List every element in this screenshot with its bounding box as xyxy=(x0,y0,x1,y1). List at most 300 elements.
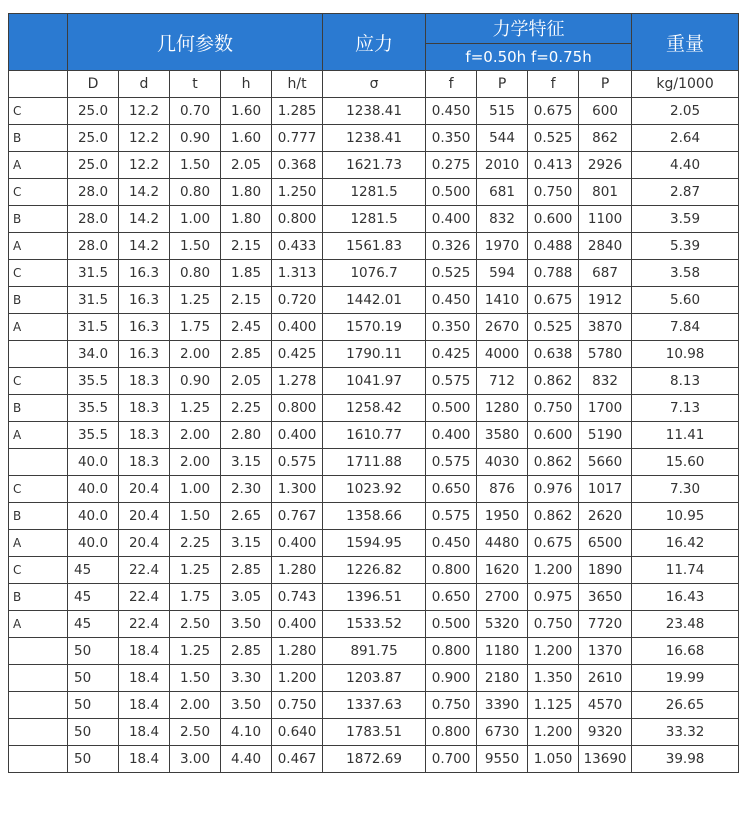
table-cell: 0.413 xyxy=(528,152,579,179)
table-cell: 34.0 xyxy=(68,341,119,368)
table-cell: 0.750 xyxy=(426,692,477,719)
table-cell: 1.125 xyxy=(528,692,579,719)
table-cell: 3580 xyxy=(477,422,528,449)
table-cell: 18.3 xyxy=(119,395,170,422)
table-cell: 9320 xyxy=(579,719,632,746)
table-cell: 0.90 xyxy=(170,125,221,152)
table-cell: 1.00 xyxy=(170,206,221,233)
table-cell: 4.10 xyxy=(221,719,272,746)
table-cell: 22.4 xyxy=(119,557,170,584)
table-cell: 2.15 xyxy=(221,233,272,260)
table-cell: 832 xyxy=(477,206,528,233)
table-cell: 1.200 xyxy=(528,557,579,584)
grade-cell: C xyxy=(9,476,68,503)
table-cell: 7.13 xyxy=(632,395,739,422)
header-blank-cell xyxy=(9,14,68,71)
table-cell: 0.500 xyxy=(426,395,477,422)
table-cell: 0.575 xyxy=(272,449,323,476)
table-cell: 1337.63 xyxy=(323,692,426,719)
table-cell: 1700 xyxy=(579,395,632,422)
table-cell: 2.85 xyxy=(221,557,272,584)
table-cell: 1.050 xyxy=(528,746,579,773)
table-cell: 0.650 xyxy=(426,584,477,611)
table-cell: 1017 xyxy=(579,476,632,503)
table-cell: 2.64 xyxy=(632,125,739,152)
table-cell: 0.350 xyxy=(426,314,477,341)
table-cell: 2.15 xyxy=(221,287,272,314)
table-cell: 2.85 xyxy=(221,638,272,665)
table-cell: 2.65 xyxy=(221,503,272,530)
table-cell: 2.85 xyxy=(221,341,272,368)
table-cell: 1.25 xyxy=(170,395,221,422)
table-cell: 50 xyxy=(68,692,119,719)
table-cell: 1442.01 xyxy=(323,287,426,314)
table-cell: 0.900 xyxy=(426,665,477,692)
table-cell: 0.976 xyxy=(528,476,579,503)
table-cell: 2.50 xyxy=(170,719,221,746)
table-cell: 1533.52 xyxy=(323,611,426,638)
table-cell: 1872.69 xyxy=(323,746,426,773)
table-cell: 0.488 xyxy=(528,233,579,260)
table-cell: 12.2 xyxy=(119,125,170,152)
grade-cell: A xyxy=(9,152,68,179)
table-row xyxy=(9,287,739,314)
table-row xyxy=(9,152,739,179)
grade-cell: B xyxy=(9,287,68,314)
table-cell: 3.58 xyxy=(632,260,739,287)
spec-table-container xyxy=(8,13,738,773)
table-row xyxy=(9,314,739,341)
table-cell: 16.3 xyxy=(119,260,170,287)
table-cell: 1238.41 xyxy=(323,125,426,152)
table-cell: 40.0 xyxy=(68,476,119,503)
table-cell: 50 xyxy=(68,638,119,665)
table-cell: 3.00 xyxy=(170,746,221,773)
table-cell: 832 xyxy=(579,368,632,395)
table-cell: 1.25 xyxy=(170,557,221,584)
table-cell: 0.575 xyxy=(426,503,477,530)
table-cell: 0.600 xyxy=(528,422,579,449)
grade-cell: C xyxy=(9,557,68,584)
table-cell: 2.05 xyxy=(632,98,739,125)
table-cell: 1.50 xyxy=(170,503,221,530)
table-cell: 1203.87 xyxy=(323,665,426,692)
table-row xyxy=(9,422,739,449)
table-cell: 1.60 xyxy=(221,98,272,125)
table-cell: 5.39 xyxy=(632,233,739,260)
table-cell: 515 xyxy=(477,98,528,125)
table-cell: 40.0 xyxy=(68,503,119,530)
table-cell: 2.25 xyxy=(170,530,221,557)
grade-cell xyxy=(9,341,68,368)
table-cell: 35.5 xyxy=(68,395,119,422)
table-cell: 0.500 xyxy=(426,179,477,206)
table-cell: 0.368 xyxy=(272,152,323,179)
table-cell: 3.50 xyxy=(221,692,272,719)
table-cell: 3.50 xyxy=(221,611,272,638)
table-cell: 50 xyxy=(68,746,119,773)
table-cell: 0.650 xyxy=(426,476,477,503)
table-cell: 16.42 xyxy=(632,530,739,557)
table-cell: 1912 xyxy=(579,287,632,314)
table-cell: 0.400 xyxy=(272,314,323,341)
table-cell: 0.425 xyxy=(426,341,477,368)
table-cell: 0.575 xyxy=(426,368,477,395)
table-cell: 1076.7 xyxy=(323,260,426,287)
table-cell: 20.4 xyxy=(119,530,170,557)
table-cell: 0.975 xyxy=(528,584,579,611)
table-cell: 1.75 xyxy=(170,314,221,341)
table-cell: 2010 xyxy=(477,152,528,179)
table-cell: 40.0 xyxy=(68,530,119,557)
unit-cell: h/t xyxy=(272,71,323,98)
table-row xyxy=(9,503,739,530)
table-cell: 1358.66 xyxy=(323,503,426,530)
table-cell: 1238.41 xyxy=(323,98,426,125)
table-body xyxy=(9,71,739,773)
table-cell: 0.720 xyxy=(272,287,323,314)
table-cell: 12.2 xyxy=(119,98,170,125)
grade-cell: C xyxy=(9,260,68,287)
table-cell: 687 xyxy=(579,260,632,287)
table-cell: 3650 xyxy=(579,584,632,611)
table-cell: 1258.42 xyxy=(323,395,426,422)
table-row xyxy=(9,98,739,125)
table-cell: 7720 xyxy=(579,611,632,638)
table-cell: 2.50 xyxy=(170,611,221,638)
table-cell: 35.5 xyxy=(68,368,119,395)
table-cell: 0.400 xyxy=(272,422,323,449)
header-mechanics: 力学特征 xyxy=(426,14,632,44)
grade-cell: A xyxy=(9,530,68,557)
grade-cell: C xyxy=(9,368,68,395)
table-cell: 5190 xyxy=(579,422,632,449)
table-cell: 16.3 xyxy=(119,314,170,341)
table-cell: 14.2 xyxy=(119,206,170,233)
table-cell: 1.80 xyxy=(221,206,272,233)
table-cell: 0.70 xyxy=(170,98,221,125)
table-cell: 2926 xyxy=(579,152,632,179)
table-cell: 0.862 xyxy=(528,368,579,395)
unit-cell: P xyxy=(477,71,528,98)
table-cell: 1180 xyxy=(477,638,528,665)
unit-cell: t xyxy=(170,71,221,98)
table-cell: 1.75 xyxy=(170,584,221,611)
table-cell: 0.525 xyxy=(528,125,579,152)
table-cell: 16.43 xyxy=(632,584,739,611)
table-cell: 681 xyxy=(477,179,528,206)
table-cell: 0.675 xyxy=(528,98,579,125)
table-row xyxy=(9,584,739,611)
table-cell: 1.280 xyxy=(272,557,323,584)
table-cell: 1610.77 xyxy=(323,422,426,449)
table-cell: 25.0 xyxy=(68,98,119,125)
table-cell: 1.278 xyxy=(272,368,323,395)
table-cell: 0.800 xyxy=(426,638,477,665)
unit-cell: σ xyxy=(323,71,426,98)
table-cell: 40.0 xyxy=(68,449,119,476)
table-cell: 18.4 xyxy=(119,665,170,692)
table-cell: 0.400 xyxy=(426,422,477,449)
table-cell: 0.800 xyxy=(426,719,477,746)
table-cell: 0.450 xyxy=(426,98,477,125)
grade-cell xyxy=(9,665,68,692)
spec-table xyxy=(8,13,739,773)
table-cell: 4.40 xyxy=(221,746,272,773)
table-cell: 31.5 xyxy=(68,314,119,341)
grade-cell: A xyxy=(9,422,68,449)
table-cell: 3.30 xyxy=(221,665,272,692)
table-cell: 0.450 xyxy=(426,287,477,314)
table-cell: 18.3 xyxy=(119,422,170,449)
grade-cell: C xyxy=(9,179,68,206)
table-cell: 3.15 xyxy=(221,530,272,557)
grade-cell: A xyxy=(9,233,68,260)
table-cell: 4.40 xyxy=(632,152,739,179)
table-cell: 13690 xyxy=(579,746,632,773)
table-cell: 22.4 xyxy=(119,584,170,611)
table-cell: 0.862 xyxy=(528,503,579,530)
grade-cell: A xyxy=(9,611,68,638)
table-cell: 4030 xyxy=(477,449,528,476)
table-row xyxy=(9,530,739,557)
table-cell: 0.467 xyxy=(272,746,323,773)
table-cell: 18.4 xyxy=(119,638,170,665)
table-cell: 45 xyxy=(68,557,119,584)
table-cell: 0.675 xyxy=(528,530,579,557)
table-cell: 1620 xyxy=(477,557,528,584)
table-cell: 1023.92 xyxy=(323,476,426,503)
table-cell: 0.640 xyxy=(272,719,323,746)
table-cell: 0.788 xyxy=(528,260,579,287)
table-cell: 0.275 xyxy=(426,152,477,179)
table-cell: 0.433 xyxy=(272,233,323,260)
table-cell: 10.95 xyxy=(632,503,739,530)
table-cell: 1280 xyxy=(477,395,528,422)
table-row xyxy=(9,125,739,152)
table-cell: 10.98 xyxy=(632,341,739,368)
table-cell: 5320 xyxy=(477,611,528,638)
table-cell: 0.400 xyxy=(272,611,323,638)
table-cell: 26.65 xyxy=(632,692,739,719)
table-cell: 0.750 xyxy=(528,395,579,422)
table-cell: 16.3 xyxy=(119,341,170,368)
table-cell: 39.98 xyxy=(632,746,739,773)
table-cell: 5.60 xyxy=(632,287,739,314)
table-cell: 0.767 xyxy=(272,503,323,530)
table-row xyxy=(9,557,739,584)
table-cell: 1.25 xyxy=(170,638,221,665)
table-cell: 2700 xyxy=(477,584,528,611)
table-cell: 0.750 xyxy=(528,179,579,206)
table-cell: 1370 xyxy=(579,638,632,665)
table-cell: 0.675 xyxy=(528,287,579,314)
unit-cell: h xyxy=(221,71,272,98)
table-row xyxy=(9,341,739,368)
table-cell: 16.68 xyxy=(632,638,739,665)
table-cell: 0.800 xyxy=(272,395,323,422)
table-cell: 1970 xyxy=(477,233,528,260)
table-cell: 31.5 xyxy=(68,260,119,287)
table-cell: 3.59 xyxy=(632,206,739,233)
grade-cell xyxy=(9,719,68,746)
table-cell: 1561.83 xyxy=(323,233,426,260)
table-cell: 0.500 xyxy=(426,611,477,638)
table-cell: 1.25 xyxy=(170,287,221,314)
unit-cell xyxy=(9,71,68,98)
grade-cell: B xyxy=(9,206,68,233)
table-row xyxy=(9,746,739,773)
table-cell: 18.4 xyxy=(119,692,170,719)
grade-cell xyxy=(9,746,68,773)
table-cell: 1.313 xyxy=(272,260,323,287)
table-cell: 0.700 xyxy=(426,746,477,773)
table-cell: 0.575 xyxy=(426,449,477,476)
table-cell: 25.0 xyxy=(68,152,119,179)
table-cell: 2.25 xyxy=(221,395,272,422)
table-cell: 862 xyxy=(579,125,632,152)
table-cell: 7.84 xyxy=(632,314,739,341)
table-row xyxy=(9,368,739,395)
table-cell: 8.13 xyxy=(632,368,739,395)
table-cell: 0.350 xyxy=(426,125,477,152)
table-cell: 891.75 xyxy=(323,638,426,665)
table-cell: 2.30 xyxy=(221,476,272,503)
table-cell: 5660 xyxy=(579,449,632,476)
table-cell: 0.600 xyxy=(528,206,579,233)
table-row xyxy=(9,233,739,260)
table-row xyxy=(9,611,739,638)
table-cell: 0.400 xyxy=(426,206,477,233)
table-cell: 35.5 xyxy=(68,422,119,449)
table-cell: 0.80 xyxy=(170,260,221,287)
grade-cell: B xyxy=(9,125,68,152)
table-cell: 6500 xyxy=(579,530,632,557)
header-stress: 应力 xyxy=(323,14,426,71)
table-cell: 50 xyxy=(68,719,119,746)
table-cell: 3870 xyxy=(579,314,632,341)
table-cell: 2.87 xyxy=(632,179,739,206)
table-cell: 1041.97 xyxy=(323,368,426,395)
table-cell: 876 xyxy=(477,476,528,503)
table-cell: 600 xyxy=(579,98,632,125)
table-cell: 14.2 xyxy=(119,179,170,206)
table-cell: 18.4 xyxy=(119,719,170,746)
table-cell: 2180 xyxy=(477,665,528,692)
table-cell: 1.300 xyxy=(272,476,323,503)
table-cell: 12.2 xyxy=(119,152,170,179)
table-cell: 0.777 xyxy=(272,125,323,152)
table-cell: 2670 xyxy=(477,314,528,341)
table-cell: 1226.82 xyxy=(323,557,426,584)
table-cell: 11.74 xyxy=(632,557,739,584)
table-cell: 14.2 xyxy=(119,233,170,260)
table-cell: 2840 xyxy=(579,233,632,260)
table-cell: 33.32 xyxy=(632,719,739,746)
table-cell: 0.450 xyxy=(426,530,477,557)
table-row xyxy=(9,638,739,665)
table-cell: 1396.51 xyxy=(323,584,426,611)
table-cell: 2.00 xyxy=(170,449,221,476)
table-row xyxy=(9,692,739,719)
unit-cell: f xyxy=(528,71,579,98)
table-cell: 45 xyxy=(68,611,119,638)
grade-cell xyxy=(9,449,68,476)
table-cell: 18.4 xyxy=(119,746,170,773)
table-cell: 801 xyxy=(579,179,632,206)
grade-cell: B xyxy=(9,584,68,611)
table-cell: 1.60 xyxy=(221,125,272,152)
table-cell: 0.90 xyxy=(170,368,221,395)
grade-cell: A xyxy=(9,314,68,341)
table-cell: 0.525 xyxy=(528,314,579,341)
table-cell: 1.285 xyxy=(272,98,323,125)
table-cell: 20.4 xyxy=(119,503,170,530)
table-cell: 50 xyxy=(68,665,119,692)
table-cell: 2.05 xyxy=(221,152,272,179)
table-cell: 23.48 xyxy=(632,611,739,638)
table-cell: 5780 xyxy=(579,341,632,368)
table-cell: 9550 xyxy=(477,746,528,773)
header-geometry: 几何参数 xyxy=(68,14,323,71)
table-header xyxy=(9,14,739,71)
grade-cell: B xyxy=(9,395,68,422)
table-row xyxy=(9,395,739,422)
header-weight: 重量 xyxy=(632,14,739,71)
unit-cell: d xyxy=(119,71,170,98)
table-cell: 22.4 xyxy=(119,611,170,638)
unit-cell: f xyxy=(426,71,477,98)
header-mechanics-sub: f=0.50h f=0.75h xyxy=(426,43,632,70)
grade-cell: C xyxy=(9,98,68,125)
table-cell: 0.638 xyxy=(528,341,579,368)
table-cell: 0.425 xyxy=(272,341,323,368)
table-cell: 544 xyxy=(477,125,528,152)
table-cell: 6730 xyxy=(477,719,528,746)
table-cell: 4480 xyxy=(477,530,528,557)
table-cell: 2.05 xyxy=(221,368,272,395)
table-cell: 4000 xyxy=(477,341,528,368)
table-cell: 1.280 xyxy=(272,638,323,665)
table-cell: 4570 xyxy=(579,692,632,719)
table-cell: 20.4 xyxy=(119,476,170,503)
table-row xyxy=(9,260,739,287)
units-row xyxy=(9,71,739,98)
table-cell: 1570.19 xyxy=(323,314,426,341)
table-cell: 2620 xyxy=(579,503,632,530)
table-cell: 0.400 xyxy=(272,530,323,557)
table-row xyxy=(9,449,739,476)
table-cell: 1.200 xyxy=(528,719,579,746)
unit-cell: P xyxy=(579,71,632,98)
table-cell: 19.99 xyxy=(632,665,739,692)
table-cell: 1.50 xyxy=(170,152,221,179)
table-cell: 0.800 xyxy=(426,557,477,584)
table-cell: 2.00 xyxy=(170,341,221,368)
unit-cell: kg/1000 xyxy=(632,71,739,98)
table-cell: 45 xyxy=(68,584,119,611)
table-cell: 1281.5 xyxy=(323,179,426,206)
table-cell: 1783.51 xyxy=(323,719,426,746)
table-cell: 3.15 xyxy=(221,449,272,476)
table-row xyxy=(9,206,739,233)
table-cell: 2610 xyxy=(579,665,632,692)
table-cell: 28.0 xyxy=(68,233,119,260)
table-cell: 1.350 xyxy=(528,665,579,692)
table-cell: 18.3 xyxy=(119,449,170,476)
table-cell: 1281.5 xyxy=(323,206,426,233)
table-cell: 16.3 xyxy=(119,287,170,314)
